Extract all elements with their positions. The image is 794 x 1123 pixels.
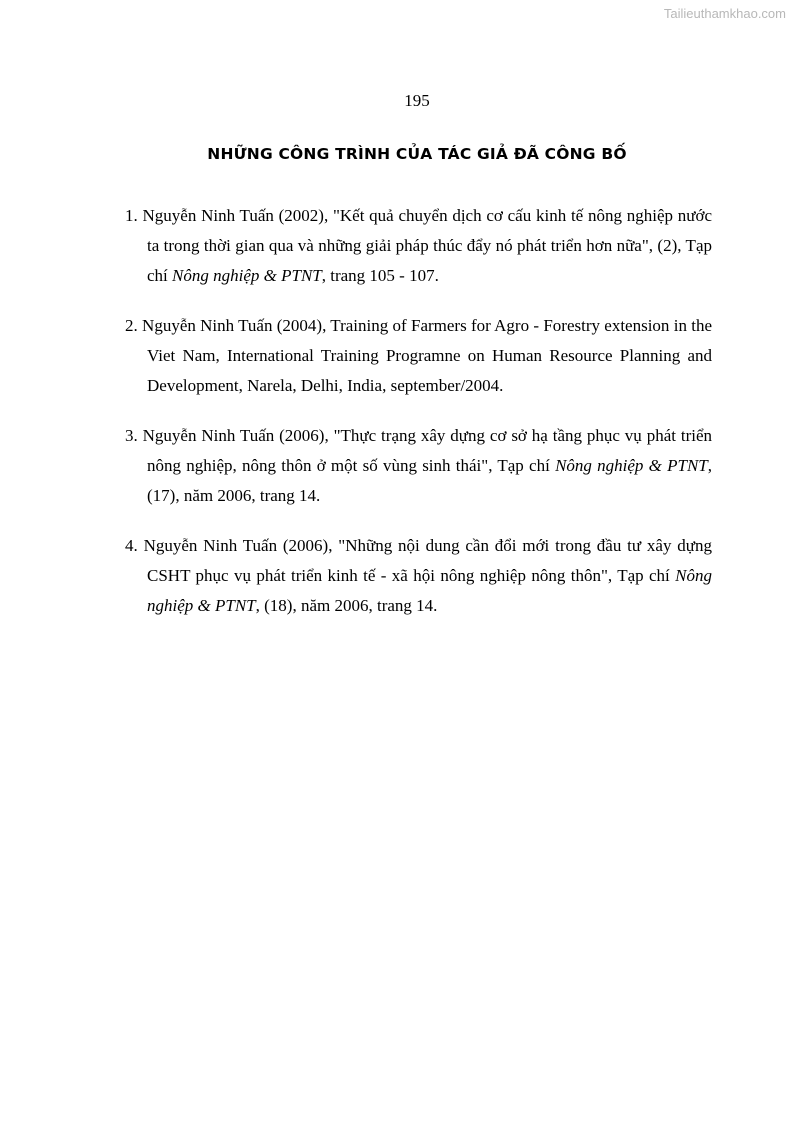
watermark: Tailieuthamkhao.com <box>663 6 786 21</box>
publication-item <box>125 201 712 291</box>
publication-number: 1. <box>125 206 138 225</box>
publication-item <box>125 531 712 621</box>
publication-item <box>125 311 712 401</box>
publication-details: , (17), năm 2006, trang 14. <box>147 456 712 505</box>
page-number: 195 <box>404 91 430 110</box>
journal-name: Nông nghiệp & PTNT <box>555 456 708 475</box>
publication-text: Nguyễn Ninh Tuấn (2006), "Thực trạng xây dựng cơ sở hạ tầng phục vụ phát triển nông nghiệp, nông thôn ở một số vùng sinh thái", Tạp chí <box>142 426 712 475</box>
publication-number: 2. <box>125 316 138 335</box>
publication-details: , trang 105 - 107. <box>321 266 439 285</box>
journal-name: Nông nghiệp & PTNT <box>147 566 712 615</box>
publication-text: Nguyễn Ninh Tuấn (2002), "Kết quả chuyển dịch cơ cấu kinh tế nông nghiệp nước ta trong thời gian qua và những giải pháp thúc đẩy nó phát triển hơn nữa", (2), Tạp chí <box>142 206 713 285</box>
publication-text: Nguyễn Ninh Tuấn (2004), Training of Farmers for Agro - Forestry extension in the Viet Nam, International Training Programne on Human Resource Planning and Development, Narela, Delhi, India, september/2004. <box>142 316 712 395</box>
publication-list <box>125 201 712 641</box>
publication-number: 3. <box>125 426 138 445</box>
publication-details: , (18), năm 2006, trang 14. <box>255 596 438 615</box>
publication-number: 4. <box>125 536 138 555</box>
page-title: NHỮNG CÔNG TRÌNH CỦA TÁC GIẢ ĐÃ CÔNG BỐ <box>207 145 627 163</box>
journal-name: Nông nghiệp & PTNT <box>172 266 322 285</box>
publication-item <box>125 421 712 511</box>
publication-text: Nguyễn Ninh Tuấn (2006), "Những nội dung cần đổi mới trong đầu tư xây dựng CSHT phục vụ phát triển kinh tế - xã hội nông nghiệp nông thôn", Tạp chí <box>143 536 713 585</box>
